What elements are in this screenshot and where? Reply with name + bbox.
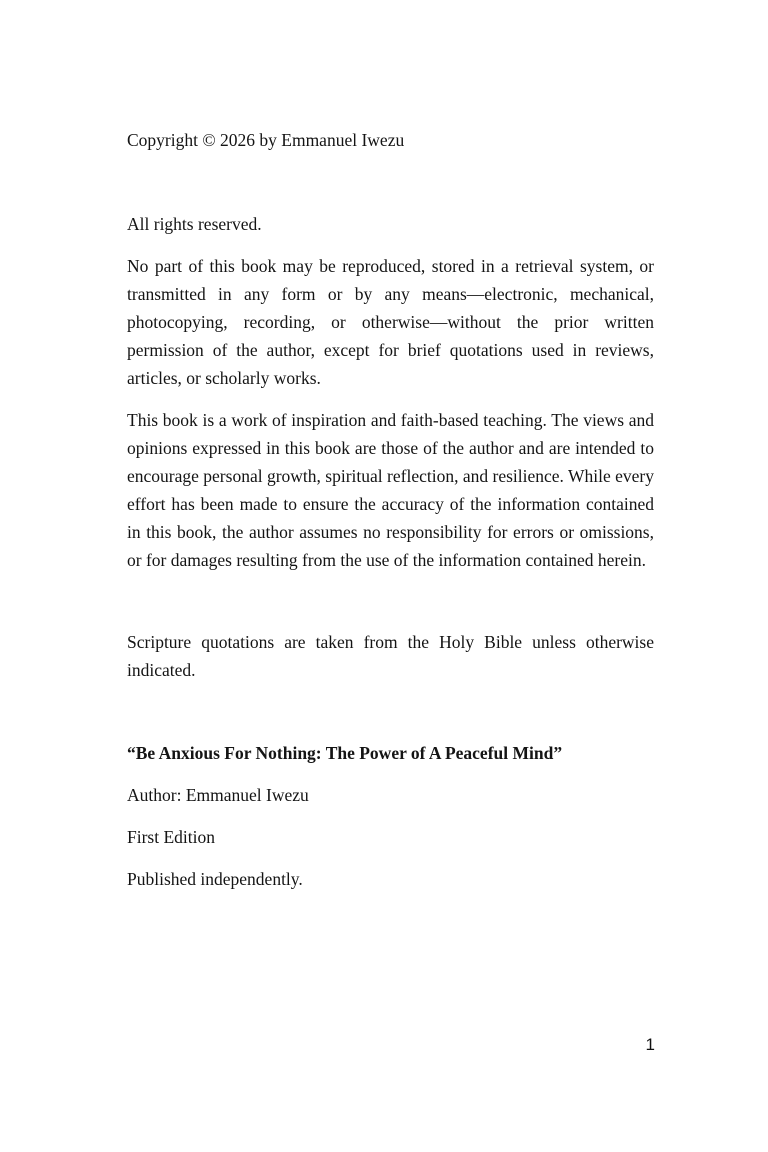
page-content <box>127 126 654 893</box>
rights-reserved-line: All rights reserved. <box>127 214 262 234</box>
published-line: Published independently. <box>127 869 303 889</box>
copyright-line: Copyright © 2026 by Emmanuel Iwezu <box>127 130 405 150</box>
book-title: “Be Anxious For Nothing: The Power of A Peaceful Mind” <box>127 743 563 763</box>
edition-line: First Edition <box>127 827 215 847</box>
reproduction-notice-paragraph: No part of this book may be reproduced, stored in a retrieval system, or transmitted in any form or by any means—electronic, mechanical, photocopying, recording, or otherwise—without the prior written permission of the author, except for brief quotations used in reviews, articles, or scholarly works. <box>127 256 654 388</box>
author-line: Author: Emmanuel Iwezu <box>127 785 309 805</box>
scripture-quotation-notice: Scripture quotations are taken from the Holy Bible unless otherwise indicated. <box>127 632 654 680</box>
disclaimer-paragraph: This book is a work of inspiration and faith-based teaching. The views and opinions expressed in this book are those of the author and are intended to encourage personal growth, spiritual reflection, and resilience. While every effort has been made to ensure the accuracy of the information contained in this book, the author assumes no responsibility for errors or omissions, or for damages resulting from the use of the information contained herein. <box>127 410 654 570</box>
page-number: 1 <box>645 1035 655 1054</box>
